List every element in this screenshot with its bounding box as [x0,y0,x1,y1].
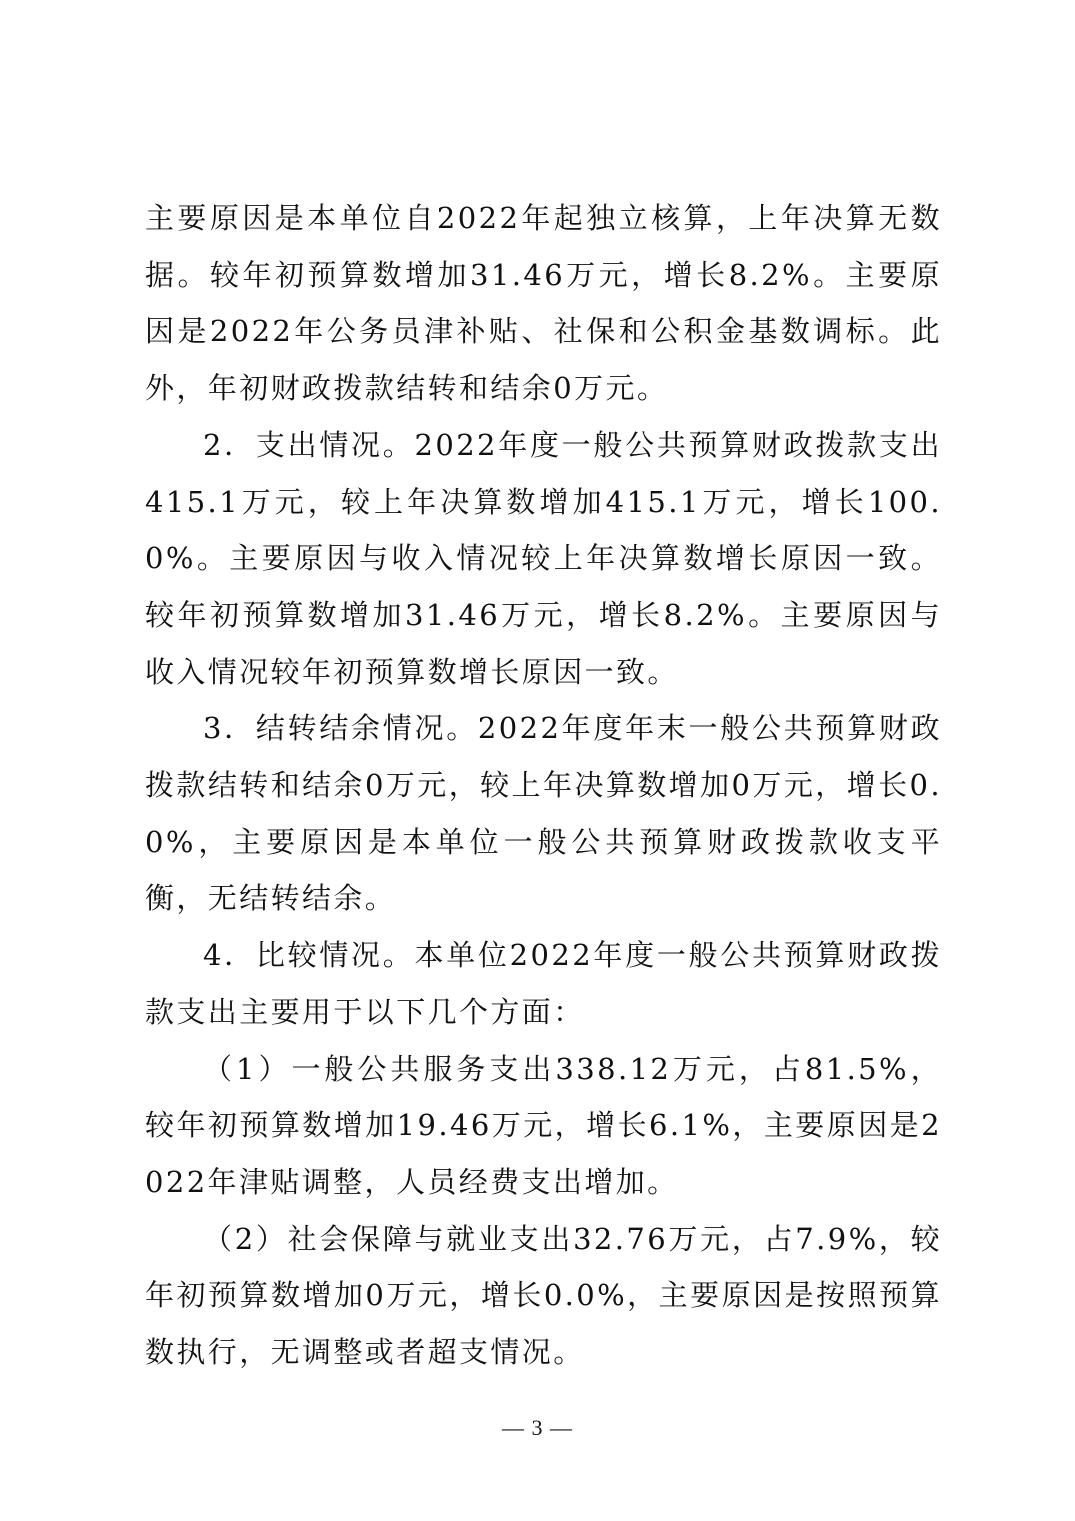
page-number: — 3 — [502,1415,573,1440]
paragraph-5-public-services: （1）一般公共服务支出338.12万元，占81.5%，较年初预算数增加19.46万元，增长6.1%，主要原因是2022年津贴调整，人员经费支出增加。 [145,1051,942,1199]
document-body [145,190,942,1381]
paragraph-6-social-security: （2）社会保障与就业支出32.76万元，占7.9%，较年初预算数增加0万元，增长0.0%，主要原因是按照预算数执行，无调整或者超支情况。 [145,1221,942,1370]
paragraph-4-comparison: 4．比较情况。本单位2022年度一般公共预算财政拨款支出主要用于以下几个方面： [145,938,942,1029]
paragraph-2-expenditure: 2．支出情况。2022年度一般公共预算财政拨款支出415.1万元，较上年决算数增加415.1万元，增长100.0%。主要原因与收入情况较上年决算数增长原因一致。较年初预算数增加31.46万元，增长8.2%。主要原因与收入情况较年初预算数增长原因一致。 [145,427,942,689]
paragraph-3-carryover: 3．结转结余情况。2022年度年末一般公共预算财政拨款结转和结余0万元，较上年决算数增加0万元，增长0.0%，主要原因是本单位一般公共预算财政拨款收支平衡，无结转结余。 [145,711,942,916]
paragraph-1: 主要原因是本单位自2022年起独立核算，上年决算无数据。较年初预算数增加31.46万元，增长8.2%。主要原因是2022年公务员津补贴、社保和公积金基数调标。此外，年初财政拨款结转和结余0万元。 [145,201,942,406]
